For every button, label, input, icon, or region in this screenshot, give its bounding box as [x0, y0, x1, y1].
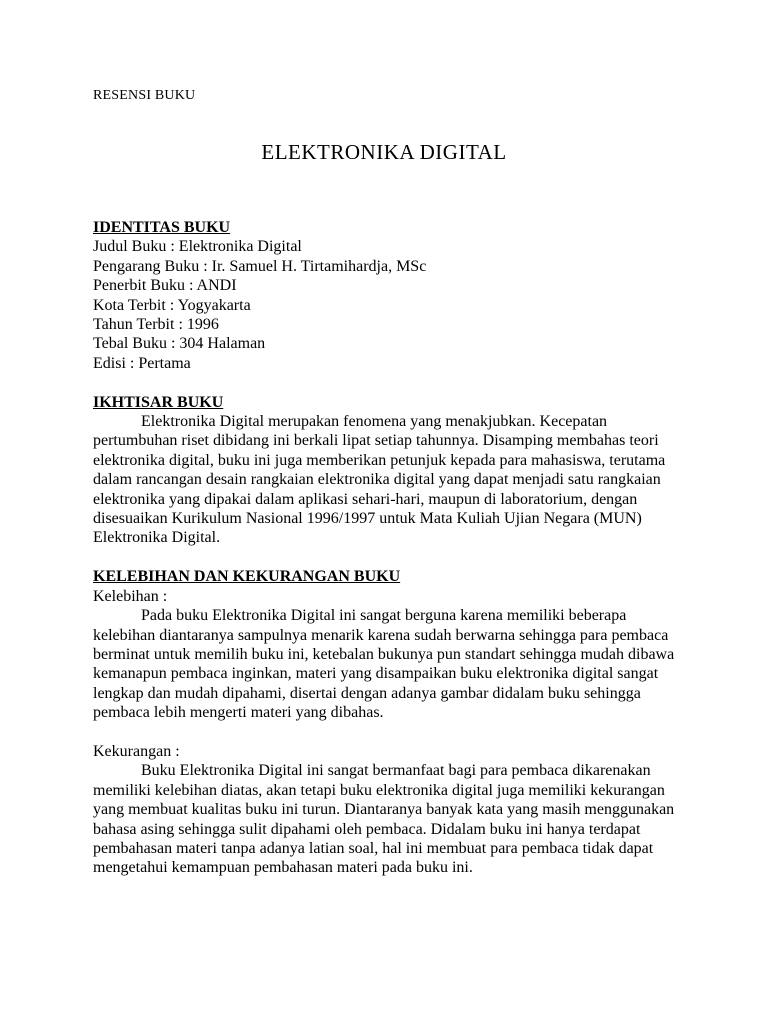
summary-section	[93, 393, 681, 548]
strengths-paragraph: Pada buku Elektronika Digital ini sangat berguna karena memiliki beberapa kelebihan diantaranya sampulnya menarik karena sudah berwarna sehingga para pembaca berminat untuk memilih buku ini, ketebalan bukunya pun standart sehingga mudah dibawa kemanapun pembaca inginkan, materi yang disampaikan buku elektronika digital sangat lengkap dan mudah dipahami, disertai dengan adanya gambar didalam buku sehingga pembaca lebih mengerti materi yang dibahas.	[93, 607, 675, 722]
strengths-label: Kelebihan :	[93, 587, 168, 605]
summary-heading: IKHTISAR BUKU	[93, 393, 224, 411]
weaknesses-label: Kekurangan :	[93, 742, 180, 760]
identity-item-edition: Edisi : Pertama	[93, 354, 191, 372]
identity-item-author: Pengarang Buku : Ir. Samuel H. Tirtamihardja, MSc	[93, 257, 427, 275]
document-title: ELEKTRONIKA DIGITAL	[261, 140, 507, 164]
identity-item-publisher: Penerbit Buku : ANDI	[93, 277, 237, 295]
document-label: RESENSI BUKU	[93, 88, 196, 103]
identity-item-city: Kota Terbit : Yogyakarta	[93, 296, 251, 314]
identity-section	[93, 218, 681, 373]
identity-heading: IDENTITAS BUKU	[93, 219, 231, 236]
spacer	[93, 548, 681, 567]
spacer	[93, 373, 681, 392]
identity-list	[93, 237, 681, 373]
document-body	[93, 218, 681, 878]
summary-paragraph: Elektronika Digital merupakan fenomena yang menakjubkan. Kecepatan pertumbuhan riset dibidang ini berkali lipat setiap tahunnya. Disamping membahas teori elektronika digital, buku ini juga memberikan petunjuk kepada para mahasiswa, terutama dalam rancangan desain rangkaian elektronika digital yang dapat menjadi satu rangkaian elektronika yang dipakai dalam aplikasi sehari-hari, maupun di laboratorium, dengan disesuaikan Kurikulum Nasional 1996/1997 untuk Mata Kuliah Ujian Negara (MUN) Elektronika Digital.	[93, 413, 666, 547]
identity-item-title: Judul Buku : Elektronika Digital	[93, 238, 302, 256]
evaluation-section	[93, 567, 681, 877]
weaknesses-paragraph: Buku Elektronika Digital ini sangat bermanfaat bagi para pembaca dikarenakan memiliki kelebihan diatas, akan tetapi buku elektronika digital juga memiliki kekurangan yang membuat kualitas buku ini turun. Diantaranya banyak kata yang masih menggunakan bahasa asing sehingga sulit dipahami oleh pembaca. Didalam buku ini hanya terdapat pembahasan materi tanpa adanya latian soal, hal ini membuat para pembaca tidak dapat mengetahui kemampuan pembahasan materi pada buku ini.	[93, 762, 675, 877]
evaluation-heading: KELEBIHAN DAN KEKURANGAN BUKU	[93, 568, 401, 586]
spacer	[93, 723, 681, 742]
identity-item-year: Tahun Terbit : 1996	[93, 316, 219, 334]
identity-item-pages: Tebal Buku : 304 Halaman	[93, 335, 266, 353]
